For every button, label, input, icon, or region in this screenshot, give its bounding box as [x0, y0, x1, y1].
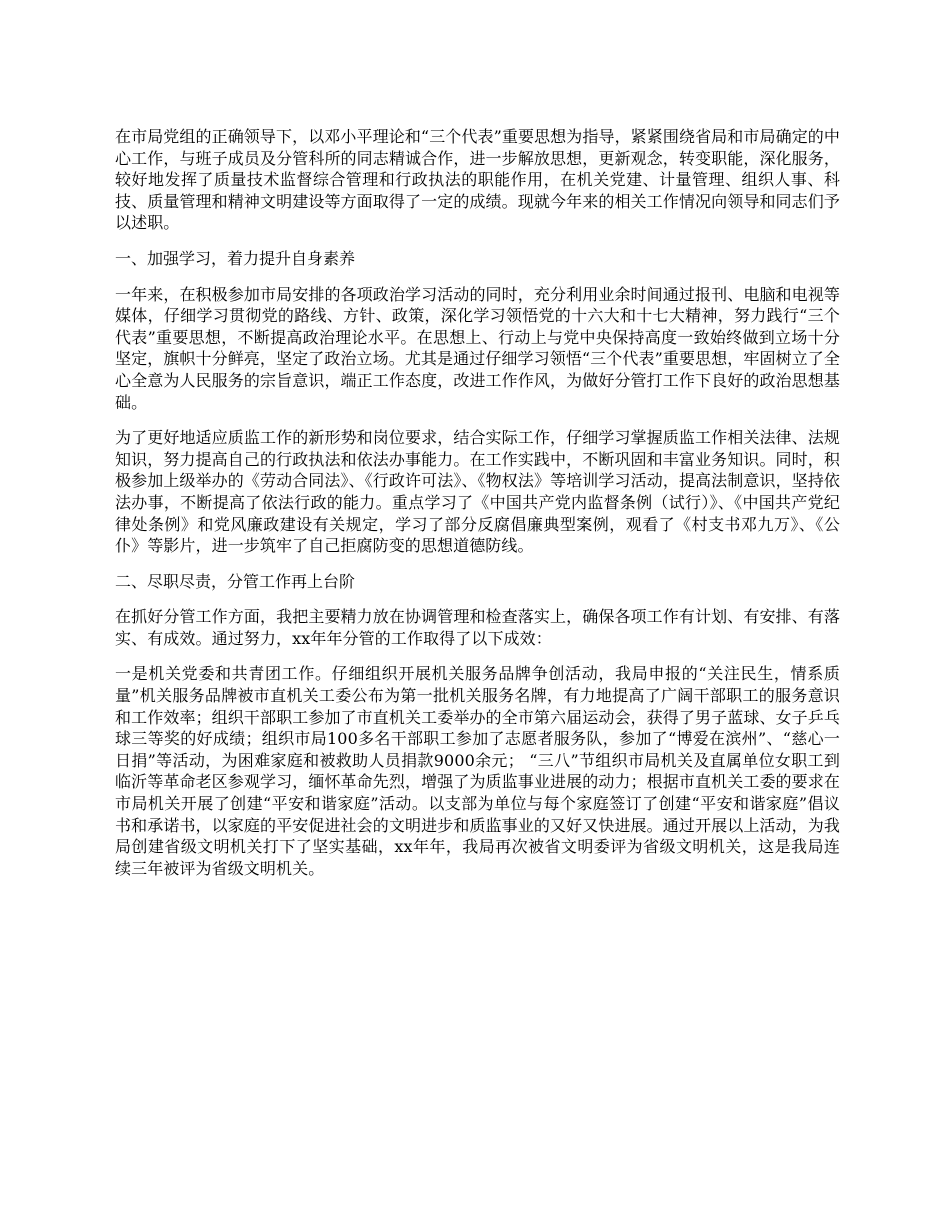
- study-paragraph-2: 为了更好地适应质监工作的新形势和岗位要求，结合实际工作，仔细学习掌握质监工作相关法律、法规知识，努力提高自己的行政执法和依法办事能力。在工作实践中，不断巩固和丰富业务知识。同时，积极参加上级举办的《劳动合同法》、《行政许可法》、《物权法》等培训学习活动，提高法制意识，坚持依法办事，不断提高了依法行政的能力。重点学习了《中国共产党内监督条例（试行）》、《中国共产党纪律处条例》和党风廉政建设有关规定，学习了部分反腐倡廉典型案例，观看了《村支书邓九万》、《公仆》等影片，进一步筑牢了自己拒腐防变的思想道德防线。: [115, 428, 840, 556]
- duty-paragraph-2: 一是机关党委和共青团工作。仔细组织开展机关服务品牌争创活动，我局申报的“关注民生，情系质量”机关服务品牌被市直机关工委公布为第一批机关服务名牌，有力地提高了广阔干部职工的服务意识和工作效率；组织干部职工参加了市直机关工委举办的全市第六届运动会，获得了男子蓝球、女子乒乓球三等奖的好成绩；组织市局100多名干部职工参加了志愿者服务队，参加了“博爱在滨州”、“慈心一日捐”等活动，为困难家庭和被救助人员捐款9000余元； “三八”节组织市局机关及直属单位女职工到临沂等革命老区参观学习，缅怀革命先烈，增强了为质监事业进展的动力；根据市直机关工委的要求在市局机关开展了创建“平安和谐家庭”活动。以支部为单位与每个家庭签订了创建“平安和谐家庭”倡议书和承诺书，以家庭的平安促进社会的文明进步和质监事业的又好又快进展。通过开展以上活动，为我局创建省级文明机关打下了坚实基础，xx年年，我局再次被省文明委评为省级文明机关，这是我局连续三年被评为省级文明机关。: [115, 664, 840, 878]
- duty-paragraph-1: 在抓好分管工作方面，我把主要精力放在协调管理和检查落实上，确保各项工作有计划、有安排、有落实、有成效。通过努力，xx年年分管的工作取得了以下成效：: [115, 607, 840, 648]
- section-heading-1: 一、加强学习，着力提升自身素养: [115, 248, 356, 268]
- section-heading-2: 二、尽职尽责，分管工作再上台阶: [115, 571, 356, 591]
- intro-paragraph: 在市局党组的正确领导下，以邓小平理论和“三个代表”重要思想为指导，紧紧围绕省局和市局确定的中心工作，与班子成员及分管科所的同志精诚合作，进一步解放思想，更新观念，转变职能，深化服务，较好地发挥了质量技术监督综合管理和行政执法的职能作用，在机关党建、计量管理、组织人事、科技、质量管理和精神文明建设等方面取得了一定的成绩。现就今年来的相关工作情况向领导和同志们予以述职。: [115, 127, 840, 233]
- document-body: [115, 126, 840, 893]
- study-paragraph-1: 一年来，在积极参加市局安排的各项政治学习活动的同时，充分利用业余时间通过报刊、电脑和电视等媒体，仔细学习贯彻党的路线、方针、政策，深化学习领悟党的十六大和十七大精神，努力践行“三个代表”重要思想，不断提高政治理论水平。在思想上、行动上与党中央保持高度一致始终做到立场十分坚定，旗帜十分鲜亮，坚定了政治立场。尤其是通过仔细学习领悟“三个代表”重要思想，牢固树立了全心全意为人民服务的宗旨意识，端正工作态度，改进工作作风，为做好分管打工作下良好的政治思想基础。: [115, 284, 840, 412]
